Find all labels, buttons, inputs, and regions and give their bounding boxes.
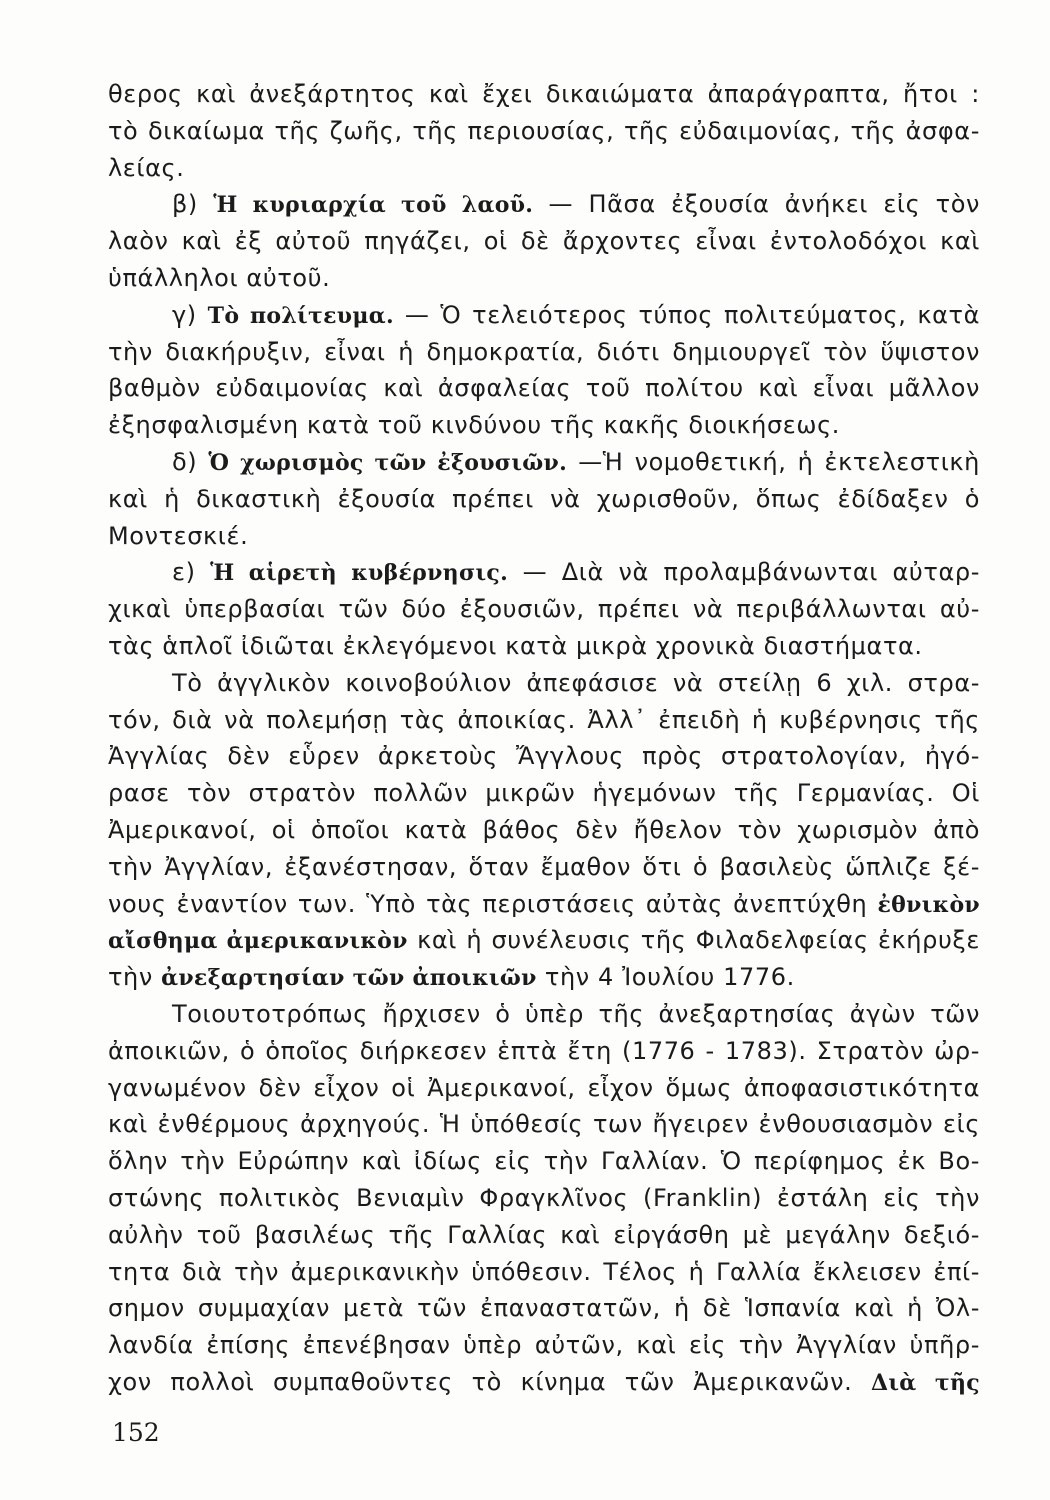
emphasis-anexartisia: ἀνεξαρτησίαν τῶν ἀποικιῶν (161, 965, 537, 992)
page-number: 152 (112, 1418, 160, 1447)
section-heading-line: β) Ἡ κυριαρχία τοῦ λαοῦ. — Πᾶσα ἐξουσία ἀνήκει εἰς τὸν (172, 190, 980, 219)
text-line: λανδία ἐπίσης ἐπενέβησαν ὑπὲρ αὐτῶν, καὶ εἰς τὴν Ἀγγλίαν ὑπῆρ- (108, 1331, 980, 1360)
text-line: σημον συμμαχίαν μετὰ τῶν ἐπαναστατῶν, ἡ δὲ Ἱσπανία καὶ ἡ Ὀλ- (108, 1294, 980, 1323)
text-line: γανωμένον δὲν εἶχον οἱ Ἀμερικανοί, εἶχον ὅμως ἀποφασιστικότητα (108, 1073, 980, 1102)
text-line: λείας. (108, 153, 185, 182)
paragraph-start-line: Τοιουτοτρόπως ἤρχισεν ὁ ὑπὲρ τῆς ἀνεξαρτησίας ἀγὼν τῶν (172, 999, 980, 1028)
text-line: Μοντεσκιέ. (108, 521, 249, 550)
text-line: τητα διὰ τὴν ἀμερικανικὴν ὑπόθεσιν. Τέλος ἡ Γαλλία ἔκλεισεν ἐπί- (108, 1257, 980, 1286)
text-line: χον πολλοὶ συμπαθοῦντες τὸ κίνημα τῶν Ἀμερικανῶν. Διὰ τῆς (108, 1367, 980, 1396)
text-line: τόν, διὰ νὰ πολεμήσῃ τὰς ἀποικίας. Ἀλλ᾿ ἐπειδὴ ἡ κυβέρνησις τῆς (108, 705, 980, 734)
text-line: τὴν Ἀγγλίαν, ἐξανέστησαν, ὅταν ἔμαθον ὅτι ὁ βασιλεὺς ὥπλιζε ξέ- (108, 852, 980, 881)
text-line: νους ἐναντίον των. Ὑπὸ τὰς περιστάσεις αὐτὰς ἀνεπτύχθη ἐθνικὸν (108, 889, 980, 918)
section-title-kyriarchia: Ἡ κυριαρχία τοῦ λαοῦ. (213, 192, 534, 219)
text-line: τὰς ἁπλοῖ ἰδιῶται ἐκλεγόμενοι κατὰ μικρὰ χρονικὰ διαστήματα. (108, 631, 923, 660)
section-heading-line: δ) Ὁ χωρισμὸς τῶν ἐξουσιῶν. —Ἡ νομοθετική, ἡ ἐκτελεστικὴ (172, 447, 980, 476)
text-line: ἀποικιῶν, ὁ ὁποῖος διήρκεσεν ἑπτὰ ἔτη (1776 - 1783). Στρατὸν ὠρ- (108, 1036, 980, 1065)
text-line: ὑπάλληλοι αὐτοῦ. (108, 263, 331, 292)
emphasis-ethnikon: ἐθνικὸν (877, 891, 980, 918)
emphasis-aisthima: αἴσθημα ἀμερικανικὸν (108, 928, 408, 955)
section-heading-line: γ) Τὸ πολίτευμα. — Ὁ τελειότερος τύπος πολιτεύματος, κατὰ (172, 300, 980, 329)
text-line: ὅλην τὴν Εὐρώπην καὶ ἰδίως εἰς τὴν Γαλλίαν. Ὁ περίφημος ἐκ Βο- (108, 1147, 980, 1176)
section-heading-line: ε) Ἡ αἱρετὴ κυβέρνησις. — Διὰ νὰ προλαμβάνωνται αὐταρ- (172, 558, 980, 587)
text-line: τὸ δικαίωμα τῆς ζωῆς, τῆς περιουσίας, τῆς εὐδαιμονίας, τῆς ἀσφα- (108, 116, 980, 145)
text-line: ἐξησφαλισμένη κατὰ τοῦ κινδύνου τῆς κακῆς διοικήσεως. (108, 411, 840, 440)
text-line: βαθμὸν εὐδαιμονίας καὶ ἀσφαλείας τοῦ πολίτου καὶ εἶναι μᾶλλον (108, 374, 980, 403)
section-title-politeuma: Τὸ πολίτευμα. (207, 302, 394, 329)
text-line: καὶ ἐνθέρμους ἀρχηγούς. Ἡ ὑπόθεσίς των ἤγειρεν ἐνθουσιασμὸν εἰς (108, 1110, 980, 1139)
text-line: Ἀγγλίας δὲν εὗρεν ἀρκετοὺς Ἄγγλους πρὸς στρατολογίαν, ἠγό- (108, 742, 980, 771)
paragraph-start-line: Τὸ ἀγγλικὸν κοινοβούλιον ἀπεφάσισε νὰ στείλῃ 6 χιλ. στρα- (172, 668, 980, 697)
text-line: αὐλὴν τοῦ βασιλέως τῆς Γαλλίας καὶ εἰργάσθη μὲ μεγάλην δεξιό- (108, 1220, 980, 1249)
text-line: Ἀμερικανοί, οἱ ὁποῖοι κατὰ βάθος δὲν ἤθελον τὸν χωρισμὸν ἀπὸ (108, 815, 980, 844)
text-line: καὶ ἡ δικαστικὴ ἐξουσία πρέπει νὰ χωρισθοῦν, ὅπως ἐδίδαξεν ὁ (108, 484, 980, 513)
section-title-kyvernisis: Ἡ αἱρετὴ κυβέρνησις. (210, 560, 509, 587)
text-line: στώνης πολιτικὸς Βενιαμὶν Φραγκλῖνος (Franklin) ἐστάλη εἰς τὴν (108, 1183, 980, 1212)
text-line: ρασε τὸν στρατὸν πολλῶν μικρῶν ἡγεμόνων τῆς Γερμανίας. Οἱ (108, 779, 980, 808)
text-line: αἴσθημα ἀμερικανικὸν καὶ ἡ συνέλευσις τῆς Φιλαδελφείας ἐκήρυξε (108, 926, 980, 955)
text-line: χικαὶ ὑπερβασίαι τῶν δύο ἐξουσιῶν, πρέπει νὰ περιβάλλωνται αὐ- (108, 595, 980, 624)
page-body-text (108, 76, 980, 1401)
text-line: τὴν διακήρυξιν, εἶναι ἡ δημοκρατία, διότι δημιουργεῖ τὸν ὕψιστον (108, 337, 980, 366)
text-line: θερος καὶ ἀνεξάρτητος καὶ ἔχει δικαιώματα ἀπαράγραπτα, ἤτοι : (108, 80, 980, 108)
section-title-chorismos: Ὁ χωρισμὸς τῶν ἐξουσιῶν. (208, 449, 568, 476)
text-line: λαὸν καὶ ἐξ αὐτοῦ πηγάζει, οἱ δὲ ἄρχοντες εἶναι ἐντολοδόχοι καὶ (108, 227, 980, 256)
text-line: τὴν ἀνεξαρτησίαν τῶν ἀποικιῶν τὴν 4 Ἰουλίου 1776. (108, 963, 795, 992)
emphasis-dia-tis: Διὰ τῆς (870, 1369, 980, 1396)
